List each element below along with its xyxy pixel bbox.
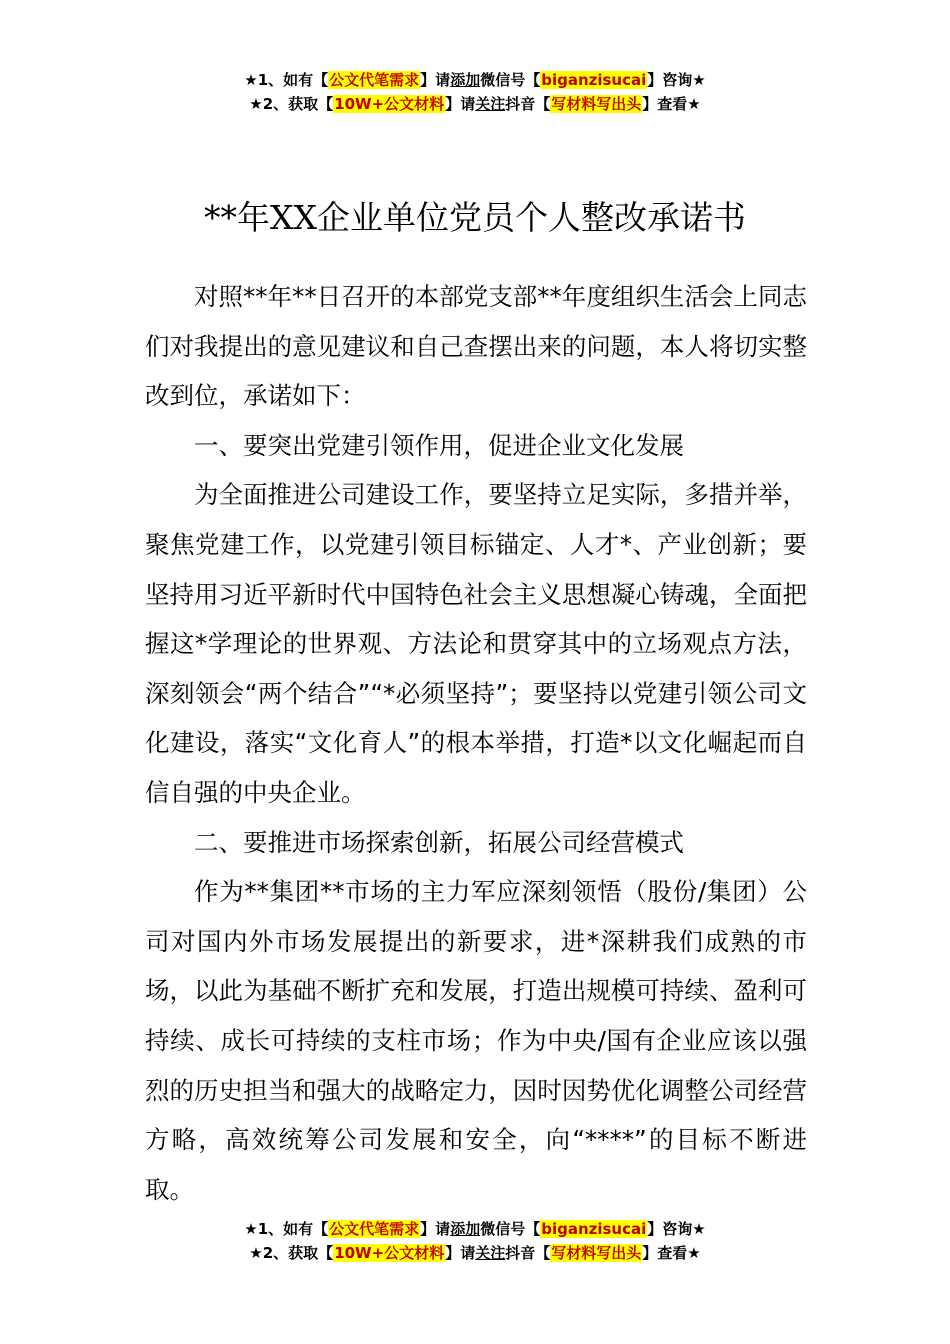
highlight-service: 公文代笔需求: [329, 1220, 420, 1238]
banner-text: ★1、如有【: [244, 1220, 329, 1238]
banner-text: 】请: [445, 95, 476, 113]
banner-text: ★2、获取【: [249, 95, 334, 113]
section-paragraph-1: 为全面推进公司建设工作，要坚持立足实际，多措并举，聚焦党建工作，以党建引领目标锚定、人才*、产业创新；要坚持用习近平新时代中国特色社会主义思想凝心铸魂，全面把握这*学理论的世界观、方法论和贯穿其中的立场观点方法，深刻领会“两个结合”“*必须坚持”；要坚持以党建引领公司文化建设，落实“文化育人”的根本举措，打造*以文化崛起而自信自强的中央企业。: [145, 480, 807, 807]
banner-text: 】查看★: [642, 95, 701, 113]
banner-text: 】咨询★: [647, 71, 706, 89]
document-title: **年XX企业单位党员个人整改承诺书: [204, 198, 746, 238]
banner-text: 】请: [445, 1244, 476, 1262]
banner-text: 】查看★: [642, 1244, 701, 1262]
highlight-service: 公文代笔需求: [329, 71, 420, 89]
banner-text: 】请: [420, 71, 451, 89]
intro-paragraph: 对照**年**日召开的本部党支部**年度组织生活会上同志们对我提出的意见建议和自己查摆出来的问题，本人将切实整改到位，承诺如下：: [145, 282, 807, 411]
highlight-douyin-account: 写材料写出头: [551, 1244, 642, 1262]
banner-underlined-text: 关注: [475, 95, 506, 113]
banner-underlined-text: 关注: [475, 1244, 506, 1262]
highlight-materials: 10W+公文材料: [334, 1244, 445, 1262]
banner-line-2: [0, 1241, 950, 1265]
banner-text: 微信号【: [480, 71, 541, 89]
banner-text: 】请: [420, 1220, 451, 1238]
banner-line-2: [0, 92, 950, 116]
banner-text: 】咨询★: [647, 1220, 706, 1238]
banner-text: 抖音【: [505, 1244, 551, 1262]
footer-banner: [0, 1217, 950, 1265]
banner-text: 抖音【: [505, 95, 551, 113]
document-body: [145, 272, 807, 1214]
banner-text: ★2、获取【: [249, 1244, 334, 1262]
banner-line-1: [0, 68, 950, 92]
banner-line-1: [0, 1217, 950, 1241]
banner-text: ★1、如有【: [244, 71, 329, 89]
highlight-wechat-id: biganzisucai: [541, 1220, 647, 1238]
section-heading-1: 一、要突出党建引领作用，促进企业文化发展: [194, 430, 684, 460]
header-banner: [0, 68, 950, 116]
highlight-materials: 10W+公文材料: [334, 95, 445, 113]
highlight-wechat-id: biganzisucai: [541, 71, 647, 89]
section-heading-2: 二、要推进市场探索创新，拓展公司经营模式: [194, 827, 684, 857]
banner-underlined-text: 添加: [450, 1220, 481, 1238]
highlight-douyin-account: 写材料写出头: [551, 95, 642, 113]
banner-underlined-text: 添加: [450, 71, 481, 89]
banner-text: 微信号【: [480, 1220, 541, 1238]
section-paragraph-2: 作为**集团**市场的主力军应深刻领悟（股份/集团）公司对国内外市场发展提出的新要求，进*深耕我们成熟的市场，以此为基础不断扩充和发展，打造出规模可持续、盈利可持续、成长可持续的支柱市场；作为中央/国有企业应该以强烈的历史担当和强大的战略定力，因时因势优化调整公司经营方略，高效统筹公司发展和安全，向“****”的目标不断进取。: [145, 877, 807, 1204]
